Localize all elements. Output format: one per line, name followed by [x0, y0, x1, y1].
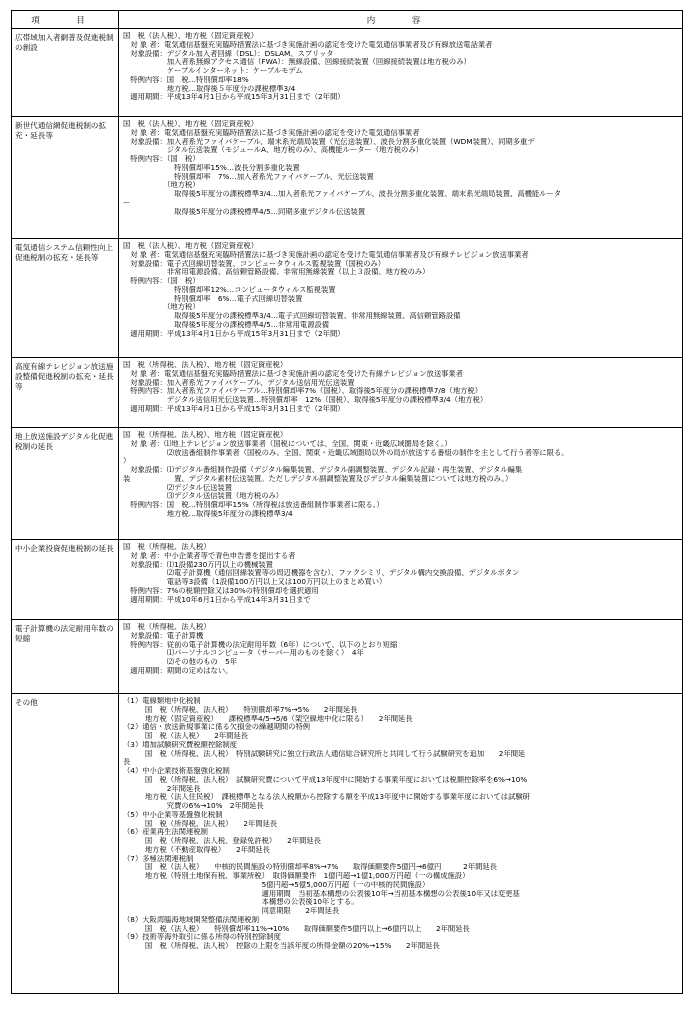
- content-line: 国 税（所得税、法人税）: [123, 543, 211, 551]
- content-line: 適用期間 当初基本構想の公表後10年→当初基本構想の公表後10年又は変更基: [123, 889, 520, 898]
- content-line: 国 税（所得税、法人税） 特別試験研究に独立行政法人通信総合研究所と共同して行う試験研究を追加 2年間延: [123, 749, 526, 758]
- content-line: 対 象 者：電気通信基盤充実臨時措置法に基づき実施計画の認定を受けた電気通信事業者及び有線テレビジョン放送事業者: [123, 250, 529, 259]
- row-content: [119, 239, 683, 358]
- content-line: 装 置、デジタル素材伝送装置。ただしデジタル副調整装置及びデジタル編集装置については地方税のみ。）: [123, 474, 513, 483]
- content-line: （1）電線類地中化税制: [123, 697, 201, 705]
- content-line: （9）技術等海外取引に係る所得の特別控除制度: [123, 933, 281, 942]
- header-content: 内 容: [119, 11, 683, 29]
- content-line: [123, 968, 680, 977]
- content-line: 特例内容：国 税…特別償却率15%（所得税は放送番組制作事業者に限る。）: [123, 501, 384, 509]
- content-line: 国 税（所得税、法人税、登録免許税） 2年間延長: [123, 837, 322, 845]
- header-item: 項 目: [12, 11, 119, 29]
- content-line: 国 税（法人税）、地方税（固定資産税）: [123, 242, 258, 250]
- content-line: 2年間延長: [123, 784, 201, 793]
- table-row: [12, 694, 683, 994]
- content-line: 5億円超→5億5,000万円超（一の中核的民間施設）: [123, 880, 430, 889]
- content-line: 長: [123, 758, 131, 767]
- content-line: 国 税（所得税、法人税） 試験研究費について平成13年度中に開始する事業年度においては税額控除率を6%→10%: [123, 775, 528, 784]
- content-line: 適用期間：平成10年6月1日から平成14年3月31日まで: [123, 595, 311, 604]
- table-row: [12, 620, 683, 694]
- content-line: 国 税（所得税、法人税）: [123, 623, 211, 631]
- row-item-title: 高度有線テレビジョン放送施設整備促進税制の拡充・延長等: [12, 358, 119, 428]
- content-line: 特別償却率15%…波長分割多重化装置: [123, 163, 300, 172]
- content-line: （7）多極法関連税制: [123, 854, 194, 863]
- row-item-title: 中小企業投資促進税制の延長: [12, 540, 119, 620]
- content-line: [123, 951, 680, 960]
- table-row: [12, 358, 683, 428]
- row-content: [119, 358, 683, 428]
- content-line: ）: [123, 457, 131, 466]
- content-line: ⑴パーソナルコンピュータ（サーバー用のものを除く） 4年: [123, 649, 364, 658]
- content-line: （地方税）: [123, 181, 200, 190]
- content-line: 国 税（所得税、法人税） 特別償却率7%→5% 2年間延長: [123, 705, 358, 714]
- content-line: 国 税（法人税） 特別償却率11%→10% 取得価額要件5億円以上→6億円以上 2年間延長: [123, 924, 470, 933]
- content-line: ⑵放送番組制作事業者（国税のみ。全国、関東・近畿広域圏局以外の局が放送する番組の制作を主として行う者等に限る。: [123, 448, 569, 457]
- row-content: [119, 117, 683, 239]
- content-line: （5）中小企業等基盤強化税制: [123, 810, 223, 819]
- content-line: 特例内容：従前の電子計算機の法定耐用年数（6年）について、以下のとおり短縮: [123, 640, 398, 649]
- content-line: 加入者系無線アクセス通信（FWA）：無線設備、回線接続装置（回線接続装置は地方税のみ）: [123, 58, 471, 67]
- content-line: 適用期間：平成13年4月1日から平成15年3月31日まで（2年間）: [123, 329, 345, 338]
- content-line: ⑵デジタル伝送装置: [123, 483, 233, 492]
- content-line: （地方税）: [123, 303, 200, 312]
- content-line: 特例内容：（国 税）: [123, 155, 200, 163]
- row-item-title: 地上放送施設デジタル化促進税制の延長: [12, 428, 119, 540]
- tax-measures-table: [11, 10, 683, 994]
- content-line: （2）通信・放送新規事業に係る欠損金の繰越期間の特例: [123, 723, 311, 732]
- content-line: 地方税（固定資産税） 課税標準4/5→5/6（架空線地中化に限る） 2年間延長: [123, 714, 413, 723]
- content-line: 非常用電源設備、高信頼管路設備、非常用無線装置（以上３設備、地方税のみ）: [123, 268, 430, 277]
- content-line: 対 象 者：電気通信基盤充実臨時措置法に基づき実施計画の認定を受けた有線テレビジョン放送事業者: [123, 369, 463, 378]
- content-line: ⑵電子計算機（通信回線装置等の周辺機器を含む）、ファクシミリ、デジタル構内交換設備、デジタルボタン: [123, 569, 520, 578]
- row-content: [119, 540, 683, 620]
- content-line: 特例内容：加入者系光ファイバケーブル…特別償却率7%（国税）、取得後5年度分の課税標準7/8（地方税）: [123, 387, 483, 396]
- content-line: 特例内容：国 税…特別償却率18%: [123, 75, 249, 84]
- content-line: ジタル伝送装置（モジュールA、地方税のみ）、高機能ルーター（地方税のみ）: [123, 146, 423, 155]
- content-line: 対象設備：⑴デジタル番組制作設備（デジタル編集装置、デジタル副調整装置、デジタル記録・再生装置、デジタル編集: [123, 466, 523, 474]
- content-line: 同意期限 2年間延長: [123, 907, 340, 915]
- content-line: ⑵その他のもの 5年: [123, 658, 238, 666]
- content-line: 対 象 者：⑴地上テレビジョン放送事業者（国税については、全国、関東・近畿広域圏局を除く。）: [123, 439, 452, 448]
- table-header-row: [12, 11, 683, 29]
- content-line: 国 税（法人税）、地方税（固定資産税）: [123, 120, 258, 128]
- content-line: 対象設備：加入者系光ファイバケーブル、端末系光端局装置（光伝送装置）、波長分割多重化装置（WDM装置）、同期多重デ: [123, 137, 535, 146]
- content-line: 本構想の公表後10年とする。: [123, 898, 359, 907]
- content-line: 電話等3設備（1設備100万円以上又は100万円以上のまとめ買い）: [123, 578, 387, 586]
- content-line: （6）産業再生法関連税制: [123, 828, 208, 837]
- table-row: [12, 29, 683, 117]
- table-row: [12, 117, 683, 239]
- row-item-title: 電子計算機の法定耐用年数の短縮: [12, 620, 119, 694]
- table-row: [12, 428, 683, 540]
- table-row: [12, 540, 683, 620]
- content-line: 取得後5年度分の課税標準3/4…電子式回線切替装置、非常用無線装置、高信頼管路設備: [123, 312, 461, 320]
- content-line: （8）大阪湾臨海地域開発整備法関連税制: [123, 915, 259, 924]
- content-line: 国 税（所得税、法人税） 2年間延長: [123, 819, 278, 828]
- row-item-title: その他: [12, 694, 119, 994]
- content-line: 対象設備：電子式回線切替装置、コンピュータウィルス監視装置（国税のみ）: [123, 259, 386, 268]
- content-line: 特別償却率 7%…加入者系光ファイバケーブル、光伝送装置: [123, 172, 374, 181]
- content-line: 国 税（所得税、法人税） 控除の上限を当該年度の所得金額の20%→15% 2年間延長: [123, 942, 440, 950]
- content-line: 地方税…取得後５年度分の課税標準3/4: [123, 84, 296, 93]
- content-line: 対 象 者：電気通信基盤充実臨時措置法に基づき実施計画の認定を受けた電気通信事業者: [123, 128, 420, 137]
- content-line: 適用期間：平成13年4月1日から平成15年3月31日まで（2年間）: [123, 404, 345, 413]
- content-line: 国 税（所得税、法人税）、地方税（固定資産税）: [123, 361, 288, 369]
- row-content: [119, 694, 683, 994]
- content-line: 地方税…取得後5年度分の課税標準3/4: [123, 509, 293, 518]
- content-line: 特例内容：7%の税額控除又は30%の特別償却を選択適用: [123, 586, 319, 595]
- content-line: 究費の6%→10% 2年間延長: [123, 802, 264, 810]
- content-line: 特別償却率12%…コンピュータウィルス監視装置: [123, 285, 336, 294]
- content-line: 対象設備：⑴1設備230万円以上の機械装置: [123, 560, 273, 569]
- content-line: 適用期間：平成13年4月1日から平成15年3月31日まで（2年間）: [123, 93, 345, 102]
- content-line: 対象設備：電子計算機: [123, 631, 204, 640]
- content-line: ケーブルインターネット：ケーブルモデム: [123, 67, 303, 75]
- content-line: （4）中小企業技術基盤強化税制: [123, 767, 230, 775]
- content-line: 国 税（法人税）、地方税（固定資産税）: [123, 32, 258, 40]
- row-item-title: 新世代通信網促進税制の拡充・延長等: [12, 117, 119, 239]
- content-line: [123, 960, 680, 969]
- content-line: デジタル送信用光伝送装置…特別償却率 12%（国税）、取得後5年度分の課税標準3/4（地方税）: [123, 396, 488, 404]
- content-line: 国 税（所得税、法人税）、地方税（固定資産税）: [123, 431, 288, 439]
- table-row: [12, 239, 683, 358]
- content-line: 対 象 者：電気通信基盤充実臨時措置法に基づき実施計画の認定を受けた電気通信事業者及び有線放送電話業者: [123, 40, 493, 49]
- content-line: 特別償却率 6%…電子式回線切替装置: [123, 294, 303, 303]
- content-line: 取得後5年度分の課税標準3/4…加入者系光ファイバケーブル、波長分割多重化装置、端末系光端局装置、高機能ルータ: [123, 190, 562, 198]
- content-line: 地方税（法人住民税） 課税標準となる法人税額から控除する額を平成13年度中に開始する事業年度においては試験研: [123, 793, 530, 802]
- content-line: 地方税（不動産取得税） 2年間延長: [123, 845, 270, 854]
- content-line: 取得後5年度分の課税標準4/5…同期多重デジタル伝送装置: [123, 207, 366, 216]
- content-line: 対 象 者：中小企業者等で青色申告書を提出する者: [123, 551, 296, 560]
- content-line: 国 税（法人税） 中核的民間施設の特別償却率8%→7% 取得価額要件5億円→6億円 2年間延長: [123, 863, 498, 872]
- content-line: ー: [123, 198, 131, 207]
- content-line: 取得後5年度分の課税標準4/5…非常用電源設備: [123, 320, 330, 329]
- content-line: 地方税（特別土地保有税、事業所税） 取得価額要件 1億円超→1億1,000万円超（一の構成施設）: [123, 872, 470, 880]
- content-line: 国 税（法人税） 2年間延長: [123, 732, 249, 740]
- content-line: （3）増加試験研究費税額控除制度: [123, 740, 238, 749]
- row-content: [119, 29, 683, 117]
- row-item-title: 電気通信システム信頼性向上促進税制の拡充・延長等: [12, 239, 119, 358]
- row-content: [119, 620, 683, 694]
- content-line: 対象設備：デジタル加入者回線（DSL）：DSLAM、スプリッタ: [123, 49, 334, 58]
- content-line: 特例内容：（国 税）: [123, 277, 200, 285]
- content-line: 適用期間：期間の定めはない。: [123, 666, 233, 675]
- content-line: 対象設備：加入者系光ファイバケーブル、デジタル送信用光伝送装置: [123, 378, 355, 387]
- row-content: [119, 428, 683, 540]
- row-item-title: 広帯域加入者網普及促進税制の創設: [12, 29, 119, 117]
- content-line: ⑶デジタル送信装置（地方税のみ）: [123, 492, 284, 501]
